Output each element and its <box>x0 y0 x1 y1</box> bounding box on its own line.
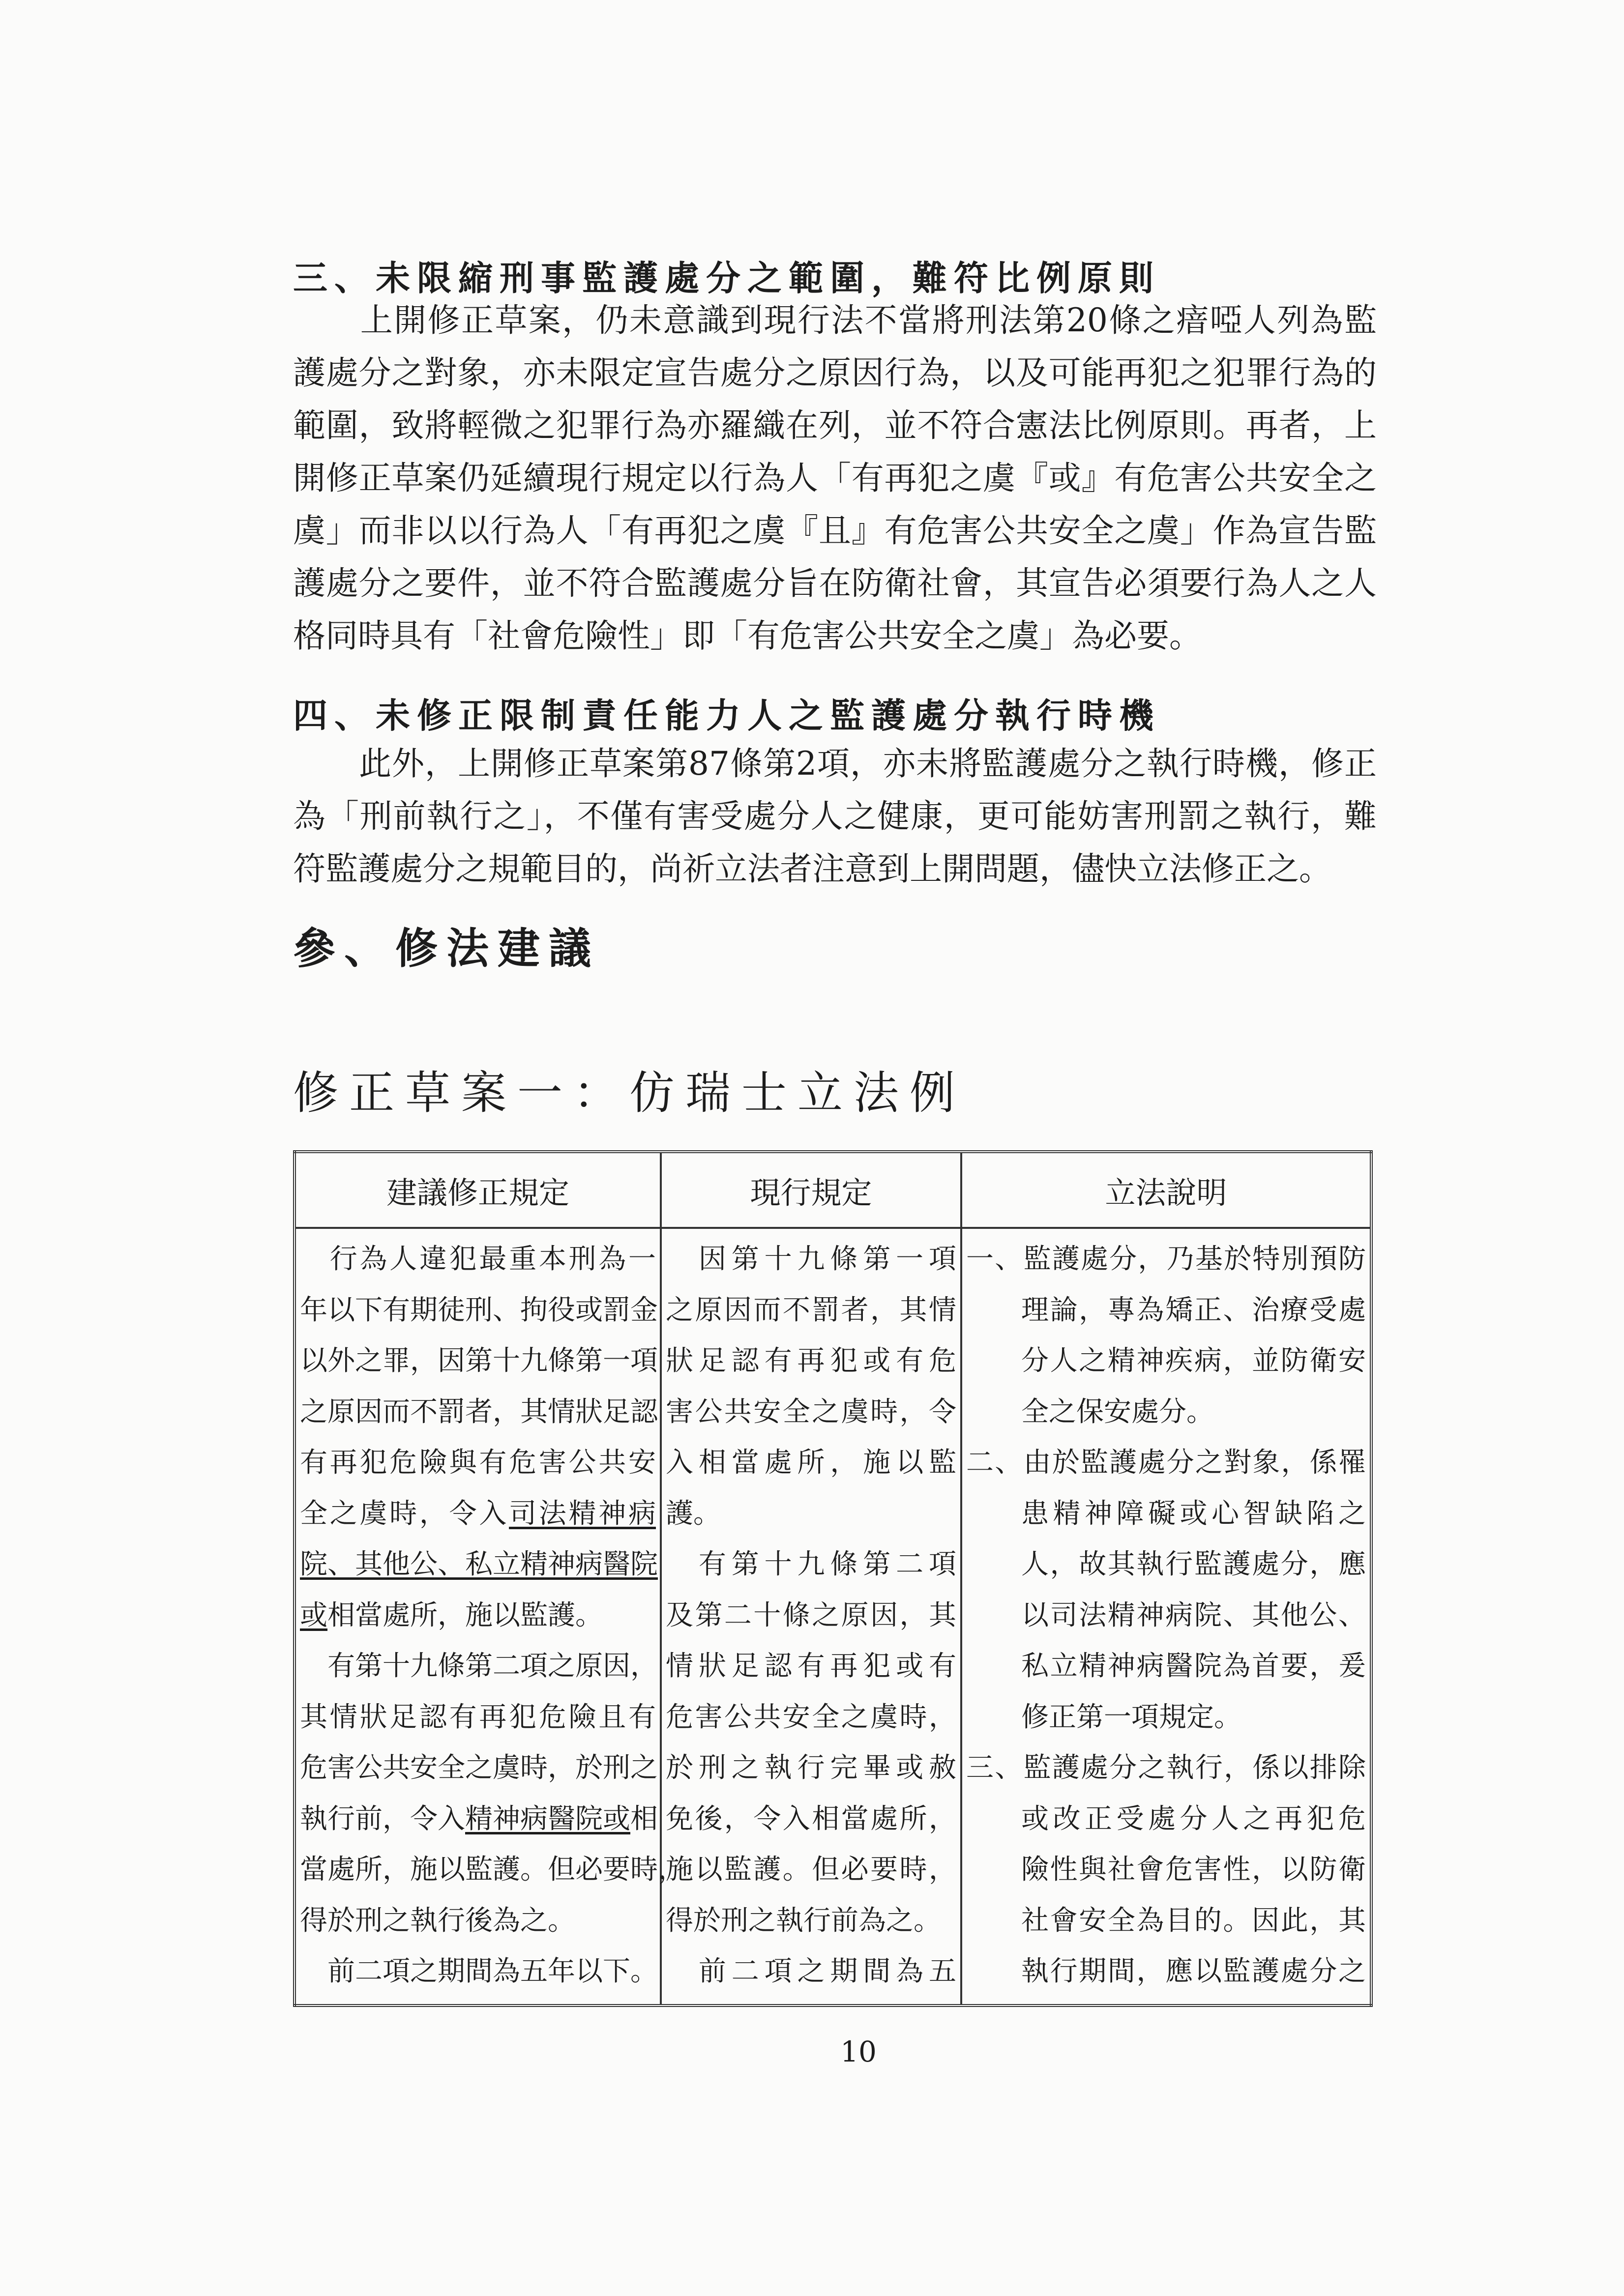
cell-text: 人，故其執行監護處分，應 <box>1021 1548 1366 1580</box>
underlined-text: 或 <box>300 1599 327 1631</box>
cell-line <box>300 1488 656 1540</box>
cell-text: 當處所，施以監護。但必要時， <box>300 1854 685 1886</box>
cell-text: 以外之罪，因第十九條第一項 <box>300 1345 658 1377</box>
cell-text: 免後，令入相當處所， <box>666 1802 956 1835</box>
cell-text: 前二項之期間為五年以下。 <box>300 1955 658 1987</box>
underlined-text: 精神病醫院或 <box>465 1802 630 1835</box>
cell-text: 有第十九條第二項之原因， <box>300 1650 658 1682</box>
cell-text: 前二項之期間為五 <box>666 1955 956 1987</box>
cell-text: 分人之精神疾病，並防衛安 <box>1021 1345 1366 1377</box>
cell-text: 狀足認有再犯或有危 <box>666 1345 956 1377</box>
cell-text: 有第十九條第二項 <box>666 1548 956 1580</box>
cell-line <box>666 1437 956 1488</box>
cell-line <box>300 1387 656 1438</box>
paragraph-line: 護處分之對象，亦未限定宣告處分之原因行為，以及可能再犯之犯罪行為的 <box>293 354 1377 392</box>
cell-text: 以司法精神病院、其他公、 <box>1021 1599 1366 1631</box>
cell-text: 行為人違犯最重本刑為一 <box>300 1243 656 1275</box>
cell-text: 得於刑之執行後為之。 <box>300 1904 575 1937</box>
table-row <box>295 1228 1371 2005</box>
cell-line <box>966 1488 1366 1540</box>
cell-line <box>666 1488 956 1540</box>
cell-text: 情狀足認有再犯或有 <box>666 1650 956 1682</box>
draft-title: 修正草案一：仿瑞士立法例 <box>293 1067 966 1119</box>
section-4-paragraph <box>293 737 1377 895</box>
cell-text: 危害公共安全之虞時，於刑之 <box>300 1752 658 1784</box>
section-4-heading: 四、未修正限制責任能力人之監護處分執行時機 <box>293 695 1160 736</box>
cell-line <box>300 1946 656 1997</box>
cell-text: 得於刑之執行前為之。 <box>666 1904 941 1937</box>
paragraph-line: 此外，上開修正草案第87條第2項，亦未將監護處分之執行時機，修正 <box>293 745 1377 783</box>
cell-text: 年以下有期徒刑、拘役或罰金 <box>300 1294 658 1326</box>
cell-line <box>966 1590 1366 1641</box>
cell-text: 於刑之執行完畢或赦 <box>666 1752 956 1784</box>
cell-text: 其情狀足認有再犯危險且有 <box>300 1701 656 1733</box>
cell-line <box>300 1794 656 1845</box>
cell-line <box>300 1234 656 1285</box>
paragraph-line: 符監護處分之規範目的，尚祈立法者注意到上開問題，儘快立法修正之。 <box>293 850 1331 888</box>
cell-text: 之原因而不罰者，其情狀足認 <box>300 1395 658 1428</box>
cell-text: 社會安全為目的。因此，其 <box>1021 1904 1366 1937</box>
section-3-heading: 三、未限縮刑事監護處分之範圍，難符比例原則 <box>293 258 1160 298</box>
current-provision-cell <box>661 1228 961 2005</box>
cell-line <box>966 1285 1366 1336</box>
cell-line <box>300 1743 656 1794</box>
header-legislative-explanation: 立法說明 <box>961 1152 1371 1228</box>
cell-line <box>966 1641 1366 1692</box>
cell-text: 之原因而不罰者，其情 <box>666 1294 956 1326</box>
cell-text: 執行期間，應以監護處分之 <box>1021 1955 1366 1987</box>
cell-line <box>666 1692 956 1743</box>
cell-line <box>966 1336 1366 1387</box>
cell-line <box>666 1743 956 1794</box>
cell-line <box>966 1234 1366 1285</box>
cell-text: 全之虞時，令入 <box>300 1497 509 1530</box>
paragraph-line: 護處分之要件，並不符合監護處分旨在防衛社會，其宣告必須要行為人之人 <box>293 564 1377 602</box>
cell-text: 修正第一項規定。 <box>1021 1701 1241 1733</box>
cell-line <box>666 1539 956 1590</box>
paragraph-line: 格同時具有「社會危險性」即「有危害公共安全之虞」為必要。 <box>293 617 1202 655</box>
cell-text: 害公共安全之虞時，令 <box>666 1395 956 1428</box>
cell-text: 相 <box>630 1802 658 1835</box>
cell-text: 危害公共安全之虞時， <box>666 1701 956 1733</box>
cell-line <box>966 1387 1366 1438</box>
cell-line <box>966 1539 1366 1590</box>
cell-line <box>666 1946 956 1997</box>
cell-line <box>966 1946 1366 1997</box>
cell-line <box>300 1895 656 1947</box>
cell-line <box>300 1692 656 1743</box>
cell-line <box>666 1387 956 1438</box>
cell-line <box>966 1794 1366 1845</box>
cell-text: 理論，專為矯正、治療受處 <box>1021 1294 1366 1326</box>
cell-text: 或改正受處分人之再犯危 <box>1021 1802 1366 1835</box>
cell-line <box>300 1437 656 1488</box>
chapter-heading: 參、修法建議 <box>293 924 600 973</box>
cell-text: 施以監護。但必要時， <box>666 1854 956 1886</box>
header-proposed-amendment: 建議修正規定 <box>295 1152 661 1228</box>
cell-text: 一、監護處分，乃基於特別預防 <box>966 1243 1366 1275</box>
cell-line <box>300 1539 656 1590</box>
comparison-table <box>293 1150 1373 2007</box>
cell-line <box>300 1336 656 1387</box>
cell-text: 患精神障礙或心智缺陷之 <box>1021 1497 1366 1530</box>
cell-line <box>666 1794 956 1845</box>
cell-line <box>300 1641 656 1692</box>
paragraph-line: 開修正草案仍延續現行規定以行為人「有再犯之虞『或』有危害公共安全之 <box>293 459 1377 497</box>
cell-line <box>666 1641 956 1692</box>
cell-text: 險性與社會危害性，以防衛 <box>1021 1854 1366 1886</box>
cell-line <box>666 1844 956 1895</box>
underlined-text: 院、其他公、私立精神病醫院 <box>300 1548 658 1580</box>
cell-text: 相當處所，施以監護。 <box>327 1599 603 1631</box>
section-3-paragraph <box>293 294 1377 662</box>
proposed-amendment-cell <box>295 1228 685 2005</box>
cell-line <box>966 1743 1366 1794</box>
cell-text: 執行前，令入 <box>300 1802 465 1835</box>
paragraph-line: 範圍，致將輕微之犯罪行為亦羅織在列，並不符合憲法比例原則。再者，上 <box>293 407 1377 444</box>
paragraph-line: 上開修正草案，仍未意識到現行法不當將刑法第20條之瘖啞人列為監 <box>293 301 1377 339</box>
cell-text: 二、由於監護處分之對象，係罹 <box>966 1447 1366 1479</box>
cell-line <box>666 1336 956 1387</box>
cell-text: 護。 <box>666 1497 721 1530</box>
paragraph-line: 為「刑前執行之」，不僅有害受處分人之健康，更可能妨害刑罰之執行，難 <box>293 797 1377 835</box>
cell-line <box>966 1895 1366 1947</box>
page-number: 10 <box>840 2035 877 2068</box>
underlined-text: 司法精神病 <box>509 1497 656 1530</box>
cell-text: 入相當處所，施以監 <box>666 1447 956 1479</box>
cell-text: 私立精神病醫院為首要，爰 <box>1021 1650 1366 1682</box>
cell-text: 三、監護處分之執行，係以排除 <box>966 1752 1366 1784</box>
cell-text: 因第十九條第一項 <box>666 1243 956 1275</box>
cell-text: 及第二十條之原因，其 <box>666 1599 956 1631</box>
paragraph-line: 虞」而非以以行為人「有再犯之虞『且』有危害公共安全之虞」作為宣告監 <box>293 512 1377 550</box>
cell-line <box>300 1590 656 1641</box>
cell-line <box>300 1285 656 1336</box>
cell-line <box>966 1692 1366 1743</box>
cell-line <box>966 1844 1366 1895</box>
table-header-row <box>295 1152 1371 1228</box>
cell-line <box>666 1234 956 1285</box>
cell-line <box>300 1844 685 1895</box>
cell-line <box>966 1437 1366 1488</box>
legislative-explanation-cell <box>961 1228 1371 2005</box>
cell-line <box>666 1590 956 1641</box>
cell-text: 有再犯危險與有危害公共安 <box>300 1447 656 1479</box>
cell-text: 全之保安處分。 <box>1021 1395 1214 1428</box>
header-current-provision: 現行規定 <box>661 1152 961 1228</box>
cell-line <box>666 1285 956 1336</box>
cell-line <box>666 1895 956 1947</box>
